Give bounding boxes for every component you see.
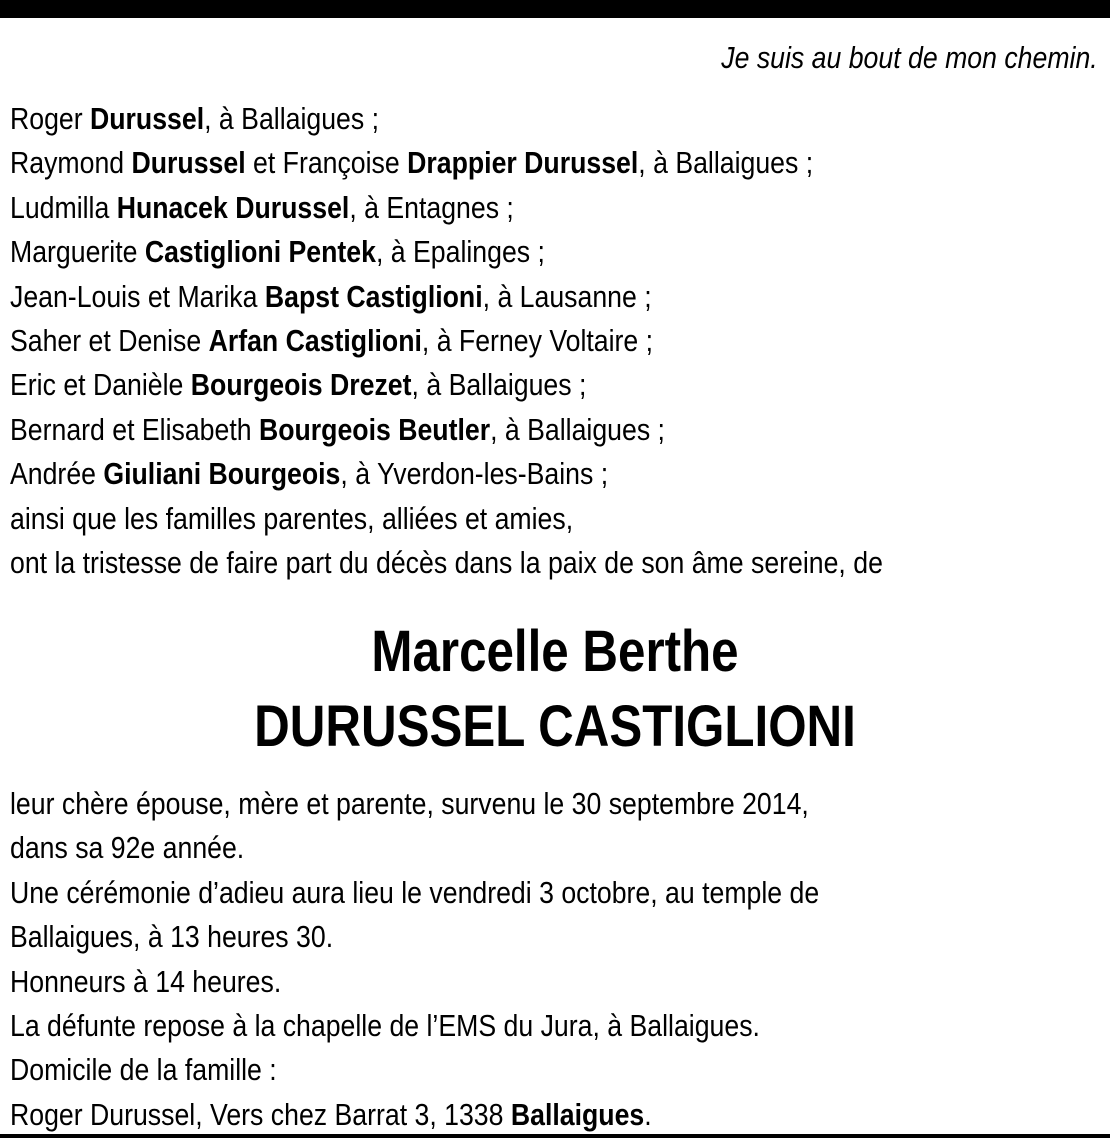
details-line: leur chère épouse, mère et parente, survenu le 30 septembre 2014,	[10, 786, 809, 821]
bottom-rule	[0, 1134, 1110, 1138]
announcement-line: ont la tristesse de faire part du décès dans la paix de son âme sereine, de	[10, 545, 883, 581]
family-line: Roger Durussel, à Ballaigues ;	[10, 101, 380, 136]
family-line: Bernard et Elisabeth Bourgeois Beutler, à Ballaigues ;	[10, 411, 665, 447]
family-line: Saher et Denise Arfan Castiglioni, à Ferney Voltaire ;	[10, 323, 654, 359]
family-line: Andrée Giuliani Bourgeois, à Yverdon-les-Bains ;	[10, 456, 609, 492]
details-line: Une cérémonie d’adieu aura lieu le vendredi 3 octobre, au temple de	[10, 874, 820, 910]
deceased-surnames: DURUSSEL CASTIGLIONI	[254, 694, 856, 759]
family-line: Jean-Louis et Marika Bapst Castiglioni, à Lausanne ;	[10, 278, 652, 314]
family-list	[10, 97, 1110, 585]
details-line: dans sa 92e année.	[10, 830, 245, 866]
details-line: Domicile de la famille :	[10, 1052, 277, 1088]
details-line: La défunte repose à la chapelle de l’EMS du Jura, à Ballaigues.	[10, 1008, 760, 1044]
family-address: Roger Durussel, Vers chez Barrat 3, 1338 Ballaigues.	[10, 1096, 652, 1132]
motto: Je suis au bout de mon chemin.	[721, 40, 1098, 75]
details-line: Honneurs à 14 heures.	[10, 963, 282, 999]
details-line: Ballaigues, à 13 heures 30.	[10, 919, 334, 955]
top-rule	[0, 0, 1110, 18]
families-line: ainsi que les familles parentes, alliées et amies,	[10, 500, 574, 536]
family-line: Raymond Durussel et Françoise Drappier Durussel, à Ballaigues ;	[10, 145, 814, 181]
deceased-name	[0, 614, 1110, 764]
details-block	[10, 782, 1110, 1137]
family-line: Eric et Danièle Bourgeois Drezet, à Ballaigues ;	[10, 367, 587, 403]
deceased-first-names: Marcelle Berthe	[371, 619, 739, 684]
family-line: Marguerite Castiglioni Pentek, à Epalinges ;	[10, 234, 545, 270]
family-line: Ludmilla Hunacek Durussel, à Entagnes ;	[10, 189, 514, 225]
